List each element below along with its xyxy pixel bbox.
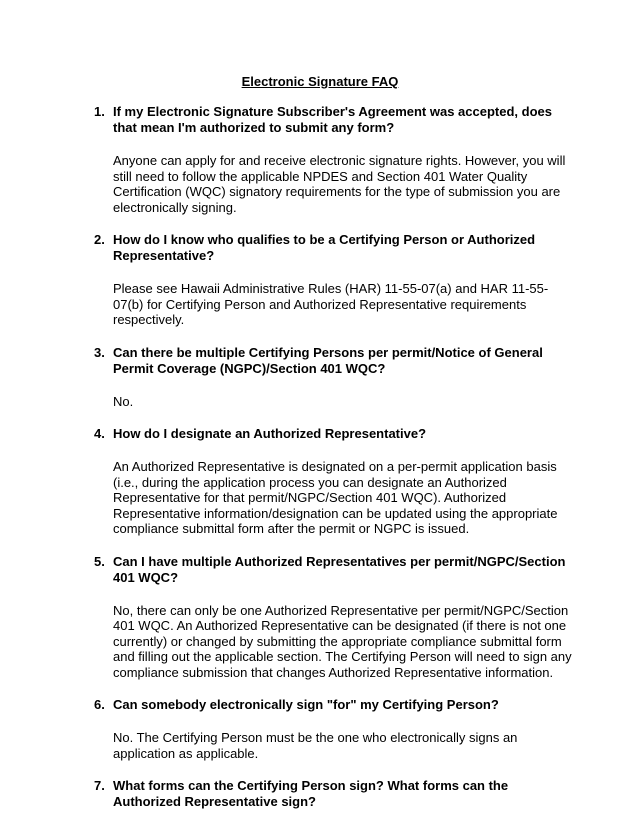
faq-list (94, 104, 574, 827)
faq-answer: Please see Hawaii Administrative Rules (HAR) 11-55-07(a) and HAR 11-55-07(b) for Certifying Person and Authorized Representative requirements respectively. (113, 281, 549, 327)
faq-number: 7. (94, 778, 105, 793)
faq-number: 1. (94, 104, 105, 119)
faq-item (94, 426, 574, 537)
faq-question: What forms can the Certifying Person sign? What forms can the Authorized Representative sign? (113, 778, 509, 809)
faq-answer: No. The Certifying Person must be the one who electronically signs an application as applicable. (113, 730, 518, 761)
faq-question: How do I designate an Authorized Representative? (113, 426, 427, 441)
faq-item (94, 778, 574, 810)
faq-answer: Anyone can apply for and receive electronic signature rights. However, you will still need to follow the applicable NPDES and Section 401 Water Quality Certification (WQC) signatory requirements for the type of submission you are electronically signing. (113, 153, 566, 215)
page-title: Electronic Signature FAQ (241, 74, 399, 89)
faq-question: How do I know who qualifies to be a Certifying Person or Authorized Representative? (113, 232, 536, 263)
faq-item (94, 345, 574, 410)
faq-number: 5. (94, 553, 105, 569)
faq-question: Can somebody electronically sign "for" my Certifying Person? (113, 697, 499, 712)
faq-item (94, 104, 574, 215)
faq-number: 3. (94, 344, 105, 360)
faq-number: 4. (94, 426, 105, 441)
faq-item (94, 554, 574, 681)
faq-question: If my Electronic Signature Subscriber's Agreement was accepted, does that mean I'm authorized to submit any form? (113, 104, 552, 135)
faq-item (94, 697, 574, 761)
faq-question: Can I have multiple Authorized Representatives per permit/NGPC/Section 401 WQC? (113, 553, 566, 585)
faq-item (94, 232, 574, 328)
faq-answer: No, there can only be one Authorized Representative per permit/NGPC/Section 401 WQC. An Authorized Representative can be designated (if there is not one currently) or changed by submitting the appropriate compliance submittal form and filling out the applicable section. The Certifying Person will need to sign any compliance submission that changes Authorized Representative information. (113, 602, 572, 680)
faq-answer: No. (113, 393, 134, 409)
faq-number: 2. (94, 232, 105, 247)
faq-answer: An Authorized Representative is designated on a per-permit application basis (i.e., during the application process you can designate an Authorized Representative for that permit/NGPC/Section 401 WQC). Authorized Representative information/designation can be updated using the appropriate compliance submittal form after the permit or NGPC is issued. (113, 459, 558, 536)
faq-question: Can there be multiple Certifying Persons per permit/Notice of General Permit Coverage (NGPC)/Section 401 WQC? (113, 344, 543, 376)
faq-number: 6. (94, 697, 105, 712)
